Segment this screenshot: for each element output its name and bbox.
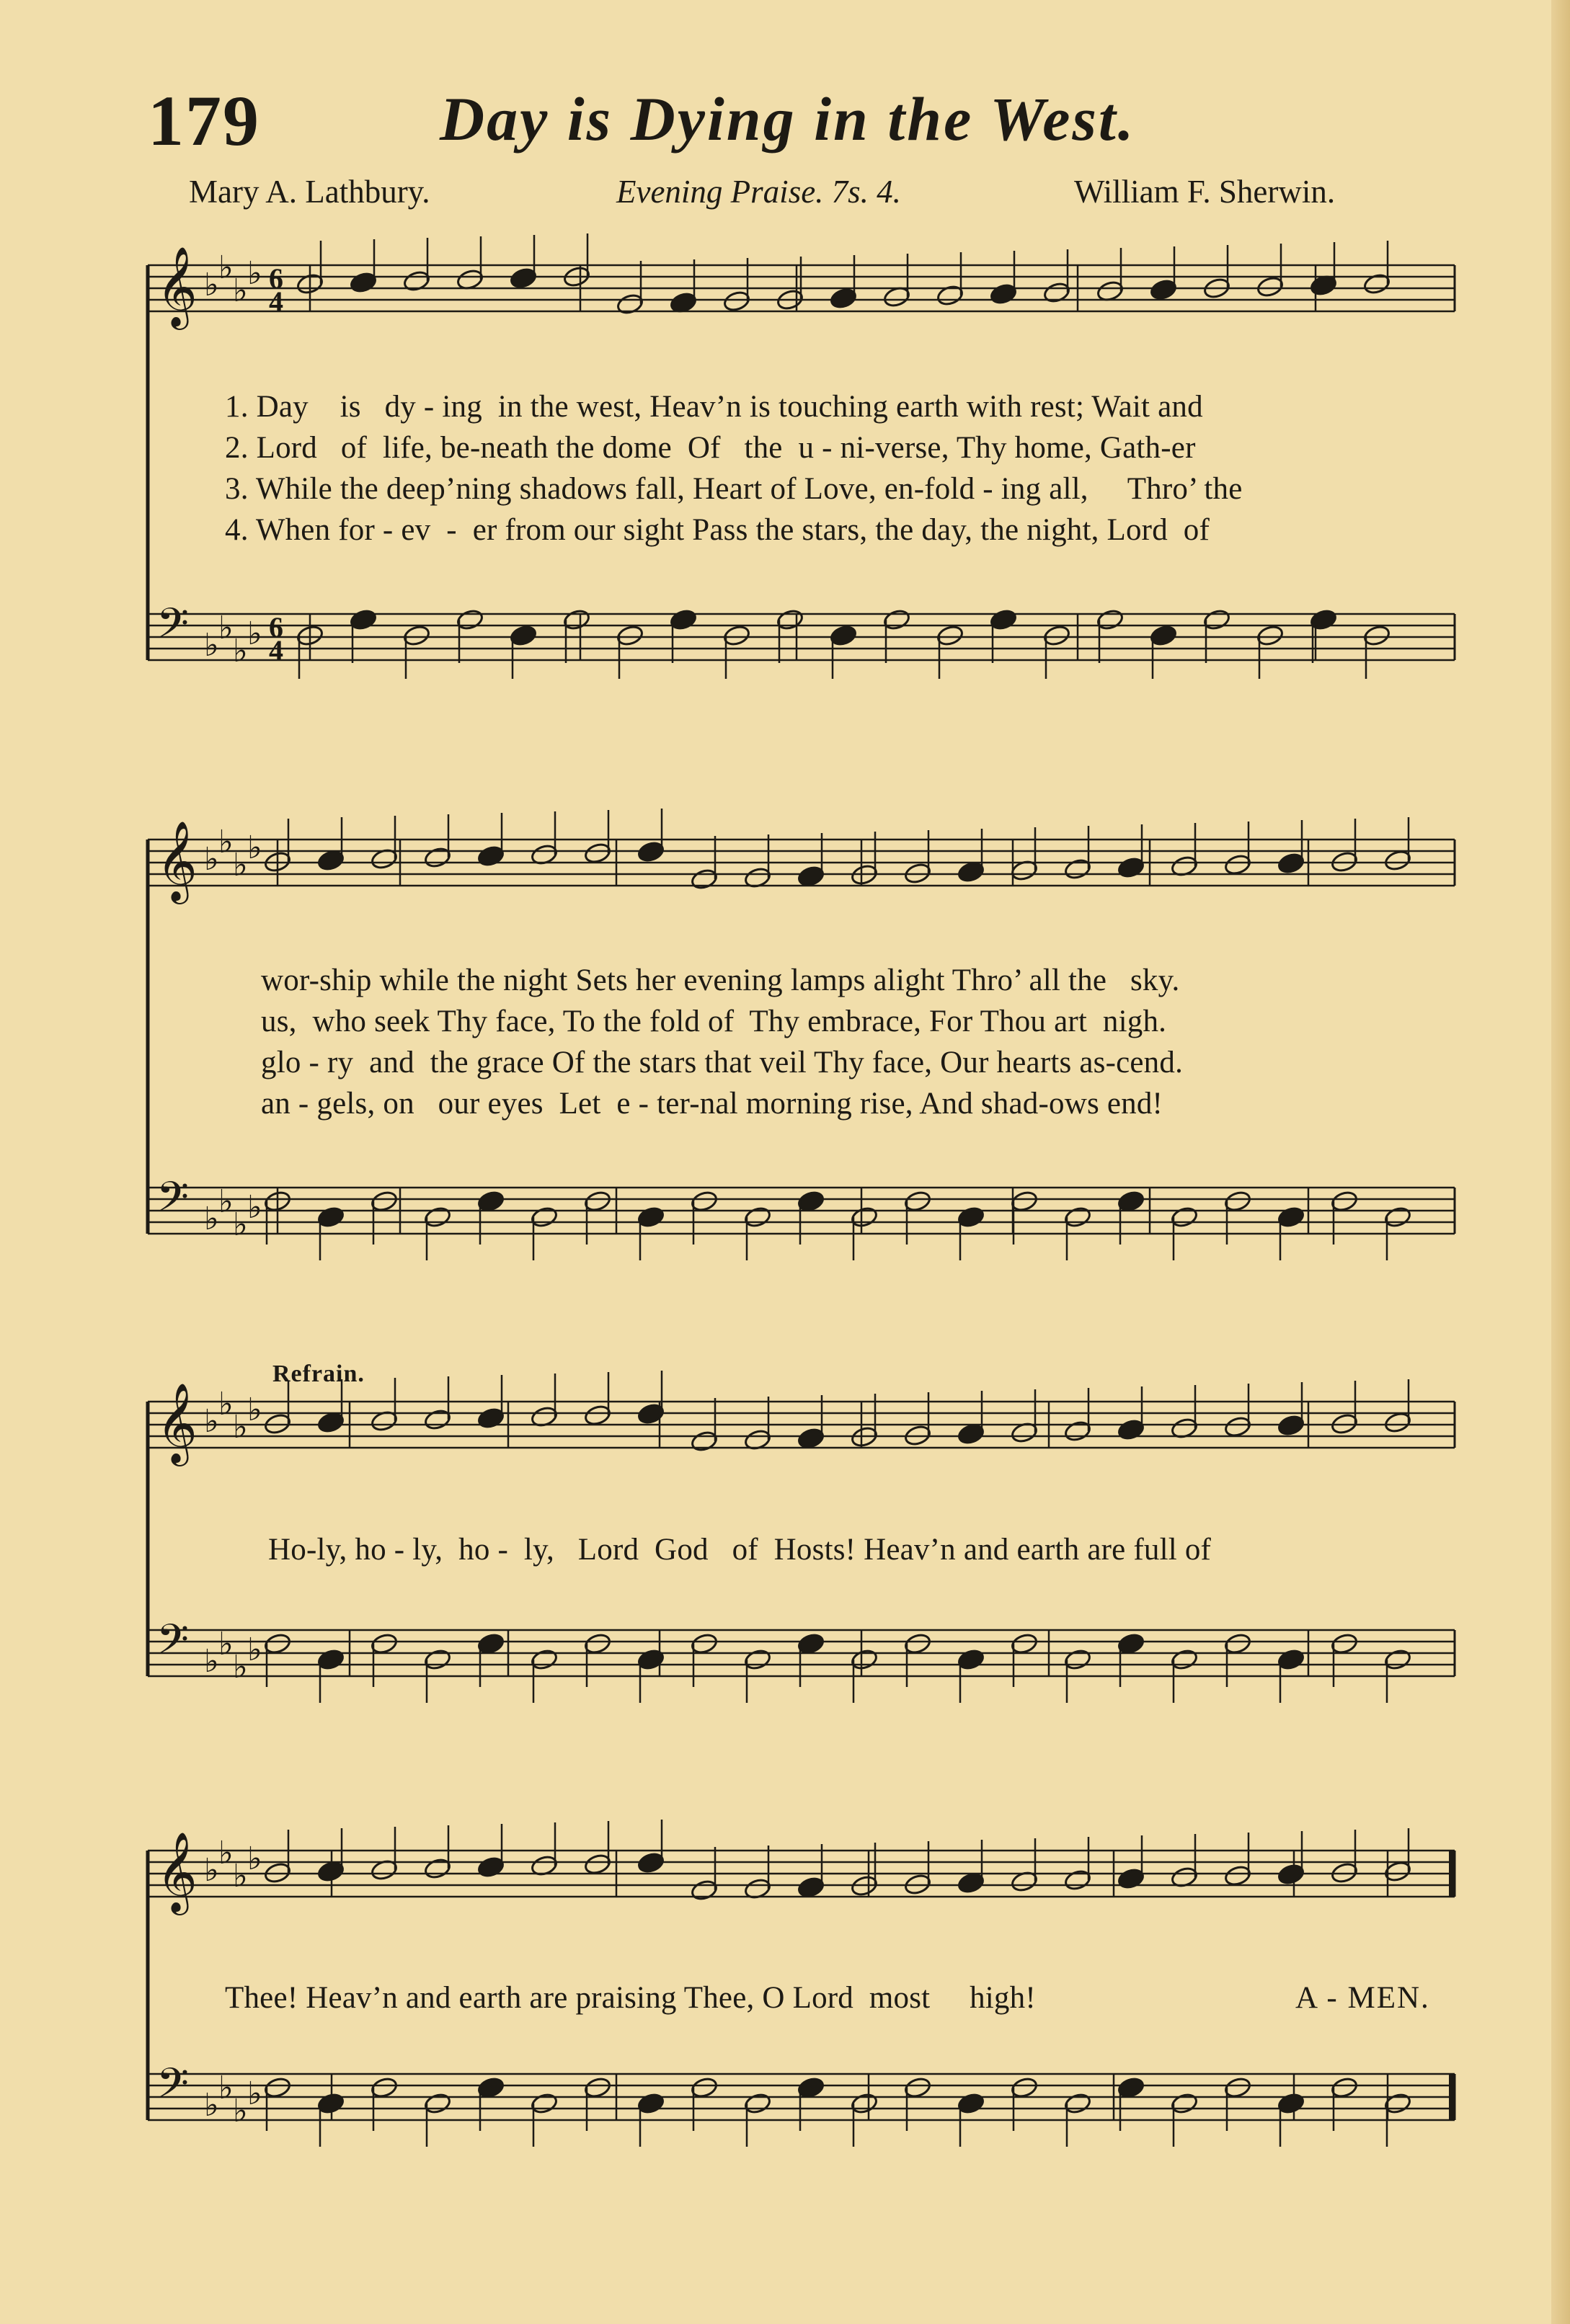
flat-sign-icon: ♭ (218, 1183, 234, 1220)
flat-sign-icon: ♭ (247, 1631, 262, 1668)
bass-clef-icon: 𝄢 (156, 1172, 190, 1232)
treble-clef-icon: 𝄞 (156, 1831, 198, 1912)
flat-sign-icon: ♭ (233, 1858, 248, 1895)
flat-sign-icon: ♭ (247, 2075, 262, 2112)
hymn-title: Day is Dying in the West. (440, 84, 1136, 153)
flat-sign-icon: ♭ (247, 615, 262, 652)
flat-sign-icon: ♭ (204, 1403, 219, 1440)
hymn-number: 179 (148, 81, 260, 161)
flat-sign-icon: ♭ (204, 627, 219, 664)
final-bar-line (1449, 1851, 1455, 1897)
bass-clef-icon: 𝄢 (156, 599, 190, 658)
final-bar-line (1449, 2074, 1455, 2120)
refrain-label: Refrain. (272, 1361, 365, 1387)
verse-3-line-2: glo - ry and the grace Of the stars that veil Thy face, Our hearts as-cend. (261, 1046, 1184, 1079)
author-credit: Mary A. Lathbury. (189, 174, 430, 210)
flat-sign-icon: ♭ (204, 1201, 219, 1237)
flat-sign-icon: ♭ (233, 633, 248, 669)
flat-sign-icon: ♭ (204, 841, 219, 878)
bass-clef-icon: 𝄢 (156, 2059, 190, 2118)
verse-1-line-1: 1. Day is dy - ing in the west, Heav’n is touching earth with rest; Wait and (225, 390, 1203, 424)
flat-sign-icon: ♭ (218, 1386, 234, 1423)
verse-4-line-2: an - gels, on our eyes Let e - ter-nal morning rise, And shad-ows end! (261, 1087, 1163, 1121)
flat-sign-icon: ♭ (218, 2070, 234, 2106)
flat-sign-icon: ♭ (204, 1643, 219, 1680)
flat-sign-icon: ♭ (218, 824, 234, 860)
flat-sign-icon: ♭ (233, 847, 248, 883)
flat-sign-icon: ♭ (247, 1840, 262, 1877)
treble-clef-icon: 𝄞 (156, 246, 198, 326)
flat-sign-icon: ♭ (204, 267, 219, 303)
flat-sign-icon: ♭ (247, 255, 262, 292)
refrain-line-2: Thee! Heav’n and earth are praising Thee, O Lord most high! (225, 1981, 1036, 2015)
flat-sign-icon: ♭ (204, 2087, 219, 2124)
flat-sign-icon: ♭ (233, 2093, 248, 2129)
verse-4-line-1: 4. When for - ev - er from our sight Pass the stars, the day, the night, Lord of (225, 513, 1210, 547)
time-signature-top: 6 (269, 611, 283, 644)
bass-clef-icon: 𝄢 (156, 1615, 190, 1674)
verse-2-line-1: 2. Lord of life, be-neath the dome Of the u - ni-verse, Thy home, Gath-er (225, 431, 1196, 465)
verse-1-line-2: wor-ship while the night Sets her evening lamps alight Thro’ all the sky. (261, 963, 1180, 997)
verse-3-line-1: 3. While the deep’ning shadows fall, Heart of Love, en-fold - ing all, Thro’ the (225, 472, 1243, 506)
flat-sign-icon: ♭ (218, 1835, 234, 1871)
verse-2-line-2: us, who seek Thy face, To the fold of Thy embrace, For Thou art nigh. (261, 1005, 1167, 1038)
flat-sign-icon: ♭ (247, 1392, 262, 1428)
flat-sign-icon: ♭ (218, 610, 234, 646)
time-signature-bottom: 4 (269, 634, 283, 667)
flat-sign-icon: ♭ (247, 1189, 262, 1226)
tune-name: Evening Praise. 7s. 4. (616, 174, 901, 210)
treble-clef-icon: 𝄞 (156, 1382, 198, 1463)
treble-clef-icon: 𝄞 (156, 820, 198, 901)
flat-sign-icon: ♭ (233, 1649, 248, 1686)
flat-sign-icon: ♭ (233, 1206, 248, 1243)
time-signature-top: 6 (269, 262, 283, 295)
flat-sign-icon: ♭ (204, 1852, 219, 1889)
refrain-line-1: Ho-ly, ho - ly, ho - ly, Lord God of Hosts! Heav’n and earth are full of (268, 1533, 1212, 1567)
flat-sign-icon: ♭ (233, 272, 248, 309)
flat-sign-icon: ♭ (247, 829, 262, 866)
composer-credit: William F. Sherwin. (1074, 174, 1336, 210)
flat-sign-icon: ♭ (218, 1626, 234, 1662)
flat-sign-icon: ♭ (218, 249, 234, 286)
amen-text: A - MEN. (1295, 1981, 1430, 2015)
flat-sign-icon: ♭ (233, 1409, 248, 1446)
time-signature-bottom: 4 (269, 285, 283, 318)
